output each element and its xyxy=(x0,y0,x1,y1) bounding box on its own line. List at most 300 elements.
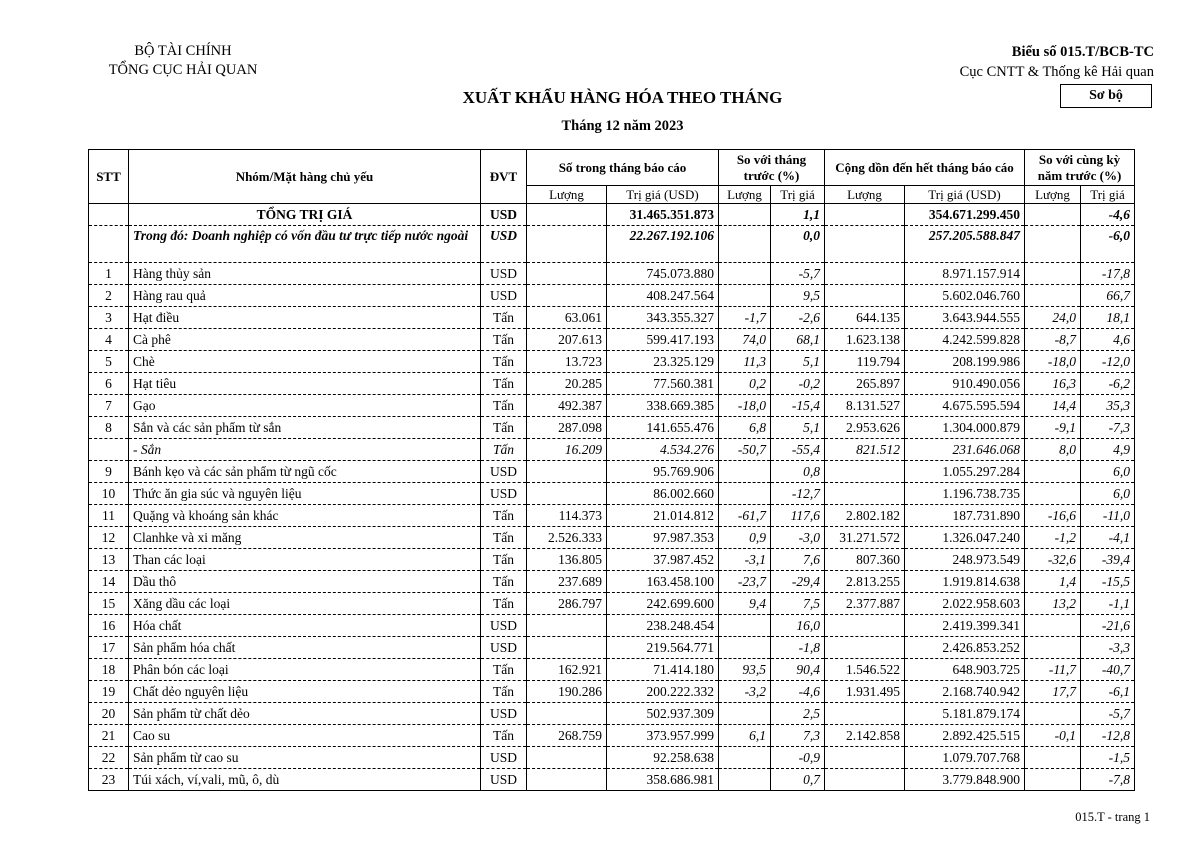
row-month-qty: 492.387 xyxy=(527,395,607,417)
header-unit: ĐVT xyxy=(481,150,527,204)
row-unit: Tấn xyxy=(481,725,527,747)
row-year-qty-pct xyxy=(1025,769,1081,791)
row-year-qty-pct xyxy=(1025,226,1081,263)
table-row xyxy=(89,285,1135,307)
row-stt xyxy=(89,439,129,461)
row-month-qty xyxy=(527,637,607,659)
table-row xyxy=(89,769,1135,791)
row-month-qty xyxy=(527,226,607,263)
row-stt: 20 xyxy=(89,703,129,725)
row-cum-value: 1.055.297.284 xyxy=(905,461,1025,483)
row-month-qty: 190.286 xyxy=(527,681,607,703)
subheader-qty: Lượng xyxy=(825,186,905,204)
row-unit: Tấn xyxy=(481,439,527,461)
row-year-qty-pct: -9,1 xyxy=(1025,417,1081,439)
row-year-value-pct: 35,3 xyxy=(1081,395,1135,417)
header-vs-year: So với cùng kỳ năm trước (%) xyxy=(1025,150,1135,186)
row-month-qty: 63.061 xyxy=(527,307,607,329)
row-cum-value: 8.971.157.914 xyxy=(905,263,1025,285)
table-row xyxy=(89,204,1135,226)
row-month-value: 95.769.906 xyxy=(607,461,719,483)
header-cumulative: Cộng dồn đến hết tháng báo cáo xyxy=(825,150,1025,186)
row-year-value-pct: 4,6 xyxy=(1081,329,1135,351)
row-stt: 18 xyxy=(89,659,129,681)
row-cum-value: 3.779.848.900 xyxy=(905,769,1025,791)
page-number: 015.T - trang 1 xyxy=(1075,810,1150,824)
row-cum-value: 187.731.890 xyxy=(905,505,1025,527)
row-prev-value-pct: 0,7 xyxy=(771,769,825,791)
row-month-value: 21.014.812 xyxy=(607,505,719,527)
row-month-value: 343.355.327 xyxy=(607,307,719,329)
row-stt: 11 xyxy=(89,505,129,527)
row-prev-value-pct: 0,0 xyxy=(771,226,825,263)
row-cum-qty xyxy=(825,226,905,263)
row-year-qty-pct: 17,7 xyxy=(1025,681,1081,703)
row-stt: 6 xyxy=(89,373,129,395)
row-year-value-pct: -1,5 xyxy=(1081,747,1135,769)
row-unit: Tấn xyxy=(481,505,527,527)
row-unit: USD xyxy=(481,769,527,791)
row-name: Than các loại xyxy=(129,549,481,571)
row-name: Phân bón các loại xyxy=(129,659,481,681)
row-year-qty-pct xyxy=(1025,747,1081,769)
row-cum-value: 208.199.986 xyxy=(905,351,1025,373)
row-name: Xăng dầu các loại xyxy=(129,593,481,615)
row-prev-value-pct: 5,1 xyxy=(771,417,825,439)
form-code: Biểu số 015.T/BCB-TC xyxy=(1011,44,1154,60)
row-month-value: 599.417.193 xyxy=(607,329,719,351)
row-stt: 8 xyxy=(89,417,129,439)
row-prev-qty-pct: 93,5 xyxy=(719,659,771,681)
row-year-value-pct: -39,4 xyxy=(1081,549,1135,571)
table-row xyxy=(89,483,1135,505)
row-cum-qty: 821.512 xyxy=(825,439,905,461)
row-stt: 12 xyxy=(89,527,129,549)
row-unit: USD xyxy=(481,747,527,769)
row-year-qty-pct xyxy=(1025,204,1081,226)
row-year-value-pct: -4,6 xyxy=(1081,204,1135,226)
row-month-value: 338.669.385 xyxy=(607,395,719,417)
row-prev-qty-pct xyxy=(719,204,771,226)
row-year-qty-pct: 13,2 xyxy=(1025,593,1081,615)
row-prev-qty-pct xyxy=(719,285,771,307)
row-month-value: 86.002.660 xyxy=(607,483,719,505)
row-year-qty-pct xyxy=(1025,461,1081,483)
row-stt: 5 xyxy=(89,351,129,373)
row-month-qty xyxy=(527,703,607,725)
row-stt xyxy=(89,204,129,226)
header-month: Số trong tháng báo cáo xyxy=(527,150,719,186)
table-row xyxy=(89,725,1135,747)
row-prev-qty-pct: -23,7 xyxy=(719,571,771,593)
table-row xyxy=(89,461,1135,483)
row-stt: 2 xyxy=(89,285,129,307)
row-name: Clanhke và xi măng xyxy=(129,527,481,549)
row-prev-qty-pct: 0,2 xyxy=(719,373,771,395)
table-row xyxy=(89,417,1135,439)
row-prev-qty-pct xyxy=(719,461,771,483)
row-month-qty: 268.759 xyxy=(527,725,607,747)
row-prev-qty-pct: -18,0 xyxy=(719,395,771,417)
row-year-value-pct: 66,7 xyxy=(1081,285,1135,307)
row-prev-value-pct: -2,6 xyxy=(771,307,825,329)
row-name: Hàng rau quả xyxy=(129,285,481,307)
row-cum-qty xyxy=(825,615,905,637)
row-month-value: 77.560.381 xyxy=(607,373,719,395)
row-prev-value-pct: -55,4 xyxy=(771,439,825,461)
row-prev-value-pct: -3,0 xyxy=(771,527,825,549)
row-name: Dầu thô xyxy=(129,571,481,593)
table-row xyxy=(89,747,1135,769)
row-name: Sản phẩm từ cao su xyxy=(129,747,481,769)
row-unit: Tấn xyxy=(481,681,527,703)
row-cum-qty: 119.794 xyxy=(825,351,905,373)
row-cum-value: 4.242.599.828 xyxy=(905,329,1025,351)
row-year-qty-pct xyxy=(1025,285,1081,307)
department-name: TỔNG CỤC HẢI QUAN xyxy=(108,62,258,78)
table-row xyxy=(89,527,1135,549)
row-cum-value: 5.181.879.174 xyxy=(905,703,1025,725)
row-month-qty xyxy=(527,461,607,483)
row-prev-value-pct: 0,8 xyxy=(771,461,825,483)
row-year-qty-pct: -0,1 xyxy=(1025,725,1081,747)
row-prev-qty-pct: -3,2 xyxy=(719,681,771,703)
row-prev-qty-pct xyxy=(719,263,771,285)
row-unit: USD xyxy=(481,204,527,226)
table-row xyxy=(89,593,1135,615)
row-year-qty-pct: -32,6 xyxy=(1025,549,1081,571)
row-stt: 9 xyxy=(89,461,129,483)
row-name: Gạo xyxy=(129,395,481,417)
row-year-qty-pct: -16,6 xyxy=(1025,505,1081,527)
row-cum-qty: 31.271.572 xyxy=(825,527,905,549)
row-month-qty: 13.723 xyxy=(527,351,607,373)
row-prev-qty-pct: 6,1 xyxy=(719,725,771,747)
row-unit: USD xyxy=(481,461,527,483)
row-year-value-pct: -12,0 xyxy=(1081,351,1135,373)
row-month-value: 200.222.332 xyxy=(607,681,719,703)
row-cum-value: 5.602.046.760 xyxy=(905,285,1025,307)
row-stt: 10 xyxy=(89,483,129,505)
row-cum-qty: 2.802.182 xyxy=(825,505,905,527)
row-prev-qty-pct: -1,7 xyxy=(719,307,771,329)
row-month-value: 408.247.564 xyxy=(607,285,719,307)
row-month-value: 97.987.353 xyxy=(607,527,719,549)
row-year-qty-pct xyxy=(1025,703,1081,725)
row-stt: 16 xyxy=(89,615,129,637)
row-prev-qty-pct xyxy=(719,769,771,791)
row-month-value: 22.267.192.106 xyxy=(607,226,719,263)
row-year-qty-pct xyxy=(1025,615,1081,637)
row-unit: Tấn xyxy=(481,351,527,373)
row-prev-qty-pct: 6,8 xyxy=(719,417,771,439)
row-month-value: 4.534.276 xyxy=(607,439,719,461)
row-year-qty-pct: -8,7 xyxy=(1025,329,1081,351)
row-stt: 4 xyxy=(89,329,129,351)
row-cum-qty xyxy=(825,747,905,769)
table-row xyxy=(89,226,1135,263)
row-month-value: 71.414.180 xyxy=(607,659,719,681)
table-row xyxy=(89,439,1135,461)
row-cum-value: 248.973.549 xyxy=(905,549,1025,571)
table-row xyxy=(89,329,1135,351)
row-year-qty-pct xyxy=(1025,637,1081,659)
row-month-qty: 20.285 xyxy=(527,373,607,395)
row-cum-value: 2.419.399.341 xyxy=(905,615,1025,637)
row-cum-value: 2.892.425.515 xyxy=(905,725,1025,747)
row-prev-value-pct: 2,5 xyxy=(771,703,825,725)
table-row xyxy=(89,395,1135,417)
row-prev-qty-pct xyxy=(719,703,771,725)
row-year-qty-pct: 24,0 xyxy=(1025,307,1081,329)
row-name: Quặng và khoáng sản khác xyxy=(129,505,481,527)
row-stt: 1 xyxy=(89,263,129,285)
row-prev-value-pct: -1,8 xyxy=(771,637,825,659)
row-month-value: 745.073.880 xyxy=(607,263,719,285)
row-year-value-pct: -7,8 xyxy=(1081,769,1135,791)
row-month-value: 242.699.600 xyxy=(607,593,719,615)
row-cum-value: 3.643.944.555 xyxy=(905,307,1025,329)
subheader-value: Trị giá (USD) xyxy=(607,186,719,204)
row-month-value: 23.325.129 xyxy=(607,351,719,373)
row-cum-value: 354.671.299.450 xyxy=(905,204,1025,226)
row-year-value-pct: -17,8 xyxy=(1081,263,1135,285)
row-month-value: 31.465.351.873 xyxy=(607,204,719,226)
row-cum-qty xyxy=(825,637,905,659)
row-month-qty xyxy=(527,285,607,307)
row-cum-value: 4.675.595.594 xyxy=(905,395,1025,417)
row-unit: USD xyxy=(481,637,527,659)
row-month-qty: 207.613 xyxy=(527,329,607,351)
row-year-value-pct: -3,3 xyxy=(1081,637,1135,659)
ministry-name: BỘ TÀI CHÍNH xyxy=(134,43,232,59)
page-title: XUẤT KHẨU HÀNG HÓA THEO THÁNG xyxy=(462,88,783,107)
row-unit: USD xyxy=(481,285,527,307)
row-name: Hàng thủy sản xyxy=(129,263,481,285)
row-cum-value: 1.079.707.768 xyxy=(905,747,1025,769)
row-name: Sắn và các sản phẩm từ sắn xyxy=(129,417,481,439)
row-month-qty: 162.921 xyxy=(527,659,607,681)
row-cum-value: 231.646.068 xyxy=(905,439,1025,461)
row-unit: Tấn xyxy=(481,307,527,329)
row-prev-qty-pct xyxy=(719,483,771,505)
row-month-qty: 16.209 xyxy=(527,439,607,461)
row-month-value: 92.258.638 xyxy=(607,747,719,769)
row-cum-qty: 807.360 xyxy=(825,549,905,571)
row-prev-value-pct: 68,1 xyxy=(771,329,825,351)
row-month-qty xyxy=(527,769,607,791)
row-cum-value: 1.304.000.879 xyxy=(905,417,1025,439)
table-row xyxy=(89,351,1135,373)
row-cum-qty xyxy=(825,461,905,483)
row-unit: USD xyxy=(481,703,527,725)
subheader-value: Trị giá xyxy=(1081,186,1135,204)
row-month-value: 163.458.100 xyxy=(607,571,719,593)
row-unit: USD xyxy=(481,615,527,637)
row-cum-qty: 2.953.626 xyxy=(825,417,905,439)
row-year-value-pct: -40,7 xyxy=(1081,659,1135,681)
row-year-value-pct: 6,0 xyxy=(1081,461,1135,483)
row-unit: USD xyxy=(481,263,527,285)
row-unit: Tấn xyxy=(481,571,527,593)
row-unit: USD xyxy=(481,483,527,505)
subheader-value: Trị giá xyxy=(771,186,825,204)
row-prev-qty-pct: 0,9 xyxy=(719,527,771,549)
row-stt: 3 xyxy=(89,307,129,329)
row-year-value-pct: 4,9 xyxy=(1081,439,1135,461)
table-row xyxy=(89,703,1135,725)
row-unit: Tấn xyxy=(481,659,527,681)
row-stt: 17 xyxy=(89,637,129,659)
table-row xyxy=(89,571,1135,593)
row-prev-qty-pct xyxy=(719,747,771,769)
row-cum-qty: 2.142.858 xyxy=(825,725,905,747)
row-year-qty-pct: -11,7 xyxy=(1025,659,1081,681)
row-month-value: 502.937.309 xyxy=(607,703,719,725)
row-cum-qty: 2.377.887 xyxy=(825,593,905,615)
table-row xyxy=(89,615,1135,637)
table-row xyxy=(89,307,1135,329)
row-cum-qty: 1.623.138 xyxy=(825,329,905,351)
row-prev-qty-pct: -61,7 xyxy=(719,505,771,527)
row-cum-value: 2.168.740.942 xyxy=(905,681,1025,703)
row-prev-qty-pct xyxy=(719,637,771,659)
row-name: Cà phê xyxy=(129,329,481,351)
row-cum-qty xyxy=(825,285,905,307)
row-year-value-pct: -6,2 xyxy=(1081,373,1135,395)
row-prev-value-pct: 7,5 xyxy=(771,593,825,615)
row-cum-value: 1.919.814.638 xyxy=(905,571,1025,593)
row-stt: 15 xyxy=(89,593,129,615)
row-month-qty xyxy=(527,747,607,769)
row-year-value-pct: -1,1 xyxy=(1081,593,1135,615)
status-badge: Sơ bộ xyxy=(1060,84,1152,108)
row-name: - Sắn xyxy=(129,439,481,461)
row-prev-qty-pct xyxy=(719,615,771,637)
row-unit: Tấn xyxy=(481,373,527,395)
row-month-value: 358.686.981 xyxy=(607,769,719,791)
row-prev-qty-pct: -50,7 xyxy=(719,439,771,461)
row-month-qty: 114.373 xyxy=(527,505,607,527)
form-header xyxy=(960,42,1154,82)
issuing-dept: Cục CNTT & Thống kê Hải quan xyxy=(959,64,1154,80)
row-unit: USD xyxy=(481,226,527,263)
row-year-qty-pct: -1,2 xyxy=(1025,527,1081,549)
row-stt: 7 xyxy=(89,395,129,417)
row-year-qty-pct xyxy=(1025,263,1081,285)
row-year-value-pct: -11,0 xyxy=(1081,505,1135,527)
row-unit: Tấn xyxy=(481,593,527,615)
row-year-value-pct: 18,1 xyxy=(1081,307,1135,329)
row-month-qty: 2.526.333 xyxy=(527,527,607,549)
row-cum-value: 648.903.725 xyxy=(905,659,1025,681)
row-month-value: 238.248.454 xyxy=(607,615,719,637)
table-row xyxy=(89,505,1135,527)
row-stt: 14 xyxy=(89,571,129,593)
row-prev-value-pct: -0,2 xyxy=(771,373,825,395)
row-name: Hóa chất xyxy=(129,615,481,637)
row-prev-value-pct: 16,0 xyxy=(771,615,825,637)
row-year-value-pct: 6,0 xyxy=(1081,483,1135,505)
row-cum-qty xyxy=(825,263,905,285)
row-year-value-pct: -4,1 xyxy=(1081,527,1135,549)
row-cum-value: 1.196.738.735 xyxy=(905,483,1025,505)
row-prev-value-pct: -5,7 xyxy=(771,263,825,285)
row-name: Hạt tiêu xyxy=(129,373,481,395)
row-cum-qty: 8.131.527 xyxy=(825,395,905,417)
row-prev-qty-pct: -3,1 xyxy=(719,549,771,571)
table-row xyxy=(89,637,1135,659)
subheader-value: Trị giá (USD) xyxy=(905,186,1025,204)
row-prev-value-pct: 7,3 xyxy=(771,725,825,747)
row-unit: Tấn xyxy=(481,417,527,439)
row-month-qty xyxy=(527,615,607,637)
row-year-qty-pct: 16,3 xyxy=(1025,373,1081,395)
row-month-qty xyxy=(527,483,607,505)
row-month-qty: 286.797 xyxy=(527,593,607,615)
row-month-value: 219.564.771 xyxy=(607,637,719,659)
row-stt: 23 xyxy=(89,769,129,791)
row-name: Sản phẩm hóa chất xyxy=(129,637,481,659)
table-row xyxy=(89,659,1135,681)
row-stt: 13 xyxy=(89,549,129,571)
row-prev-value-pct: 117,6 xyxy=(771,505,825,527)
row-cum-qty: 265.897 xyxy=(825,373,905,395)
row-month-value: 141.655.476 xyxy=(607,417,719,439)
row-cum-qty: 1.931.495 xyxy=(825,681,905,703)
row-stt: 21 xyxy=(89,725,129,747)
row-month-qty: 287.098 xyxy=(527,417,607,439)
row-year-value-pct: -21,6 xyxy=(1081,615,1135,637)
row-year-qty-pct: -18,0 xyxy=(1025,351,1081,373)
row-prev-value-pct: -0,9 xyxy=(771,747,825,769)
table-row xyxy=(89,263,1135,285)
table-row xyxy=(89,373,1135,395)
row-stt: 22 xyxy=(89,747,129,769)
row-name: Chè xyxy=(129,351,481,373)
row-year-value-pct: -6,0 xyxy=(1081,226,1135,263)
page-subtitle: Tháng 12 năm 2023 xyxy=(561,118,684,134)
row-name: Cao su xyxy=(129,725,481,747)
row-year-value-pct: -5,7 xyxy=(1081,703,1135,725)
row-prev-value-pct: -15,4 xyxy=(771,395,825,417)
header-vs-prev: So với tháng trước (%) xyxy=(719,150,825,186)
row-cum-value: 1.326.047.240 xyxy=(905,527,1025,549)
row-month-qty: 237.689 xyxy=(527,571,607,593)
row-cum-qty xyxy=(825,204,905,226)
row-name: Túi xách, ví,vali, mũ, ô, dù xyxy=(129,769,481,791)
row-prev-qty-pct: 74,0 xyxy=(719,329,771,351)
row-year-qty-pct xyxy=(1025,483,1081,505)
row-cum-qty xyxy=(825,703,905,725)
table-row xyxy=(89,681,1135,703)
header-stt: STT xyxy=(89,150,129,204)
row-year-value-pct: -12,8 xyxy=(1081,725,1135,747)
row-prev-qty-pct xyxy=(719,226,771,263)
row-name: Chất dẻo nguyên liệu xyxy=(129,681,481,703)
row-name: Sản phẩm từ chất dẻo xyxy=(129,703,481,725)
subheader-qty: Lượng xyxy=(719,186,771,204)
row-prev-value-pct: 9,5 xyxy=(771,285,825,307)
row-name: Bánh kẹo và các sản phẩm từ ngũ cốc xyxy=(129,461,481,483)
row-name: TỔNG TRỊ GIÁ xyxy=(129,204,481,226)
header-name: Nhóm/Mặt hàng chủ yếu xyxy=(129,150,481,204)
row-cum-qty xyxy=(825,769,905,791)
row-prev-value-pct: -29,4 xyxy=(771,571,825,593)
row-name: Trong đó: Doanh nghiệp có vốn đầu tư trực tiếp nước ngoài xyxy=(129,226,481,263)
row-cum-value: 257.205.588.847 xyxy=(905,226,1025,263)
row-name: Hạt điều xyxy=(129,307,481,329)
